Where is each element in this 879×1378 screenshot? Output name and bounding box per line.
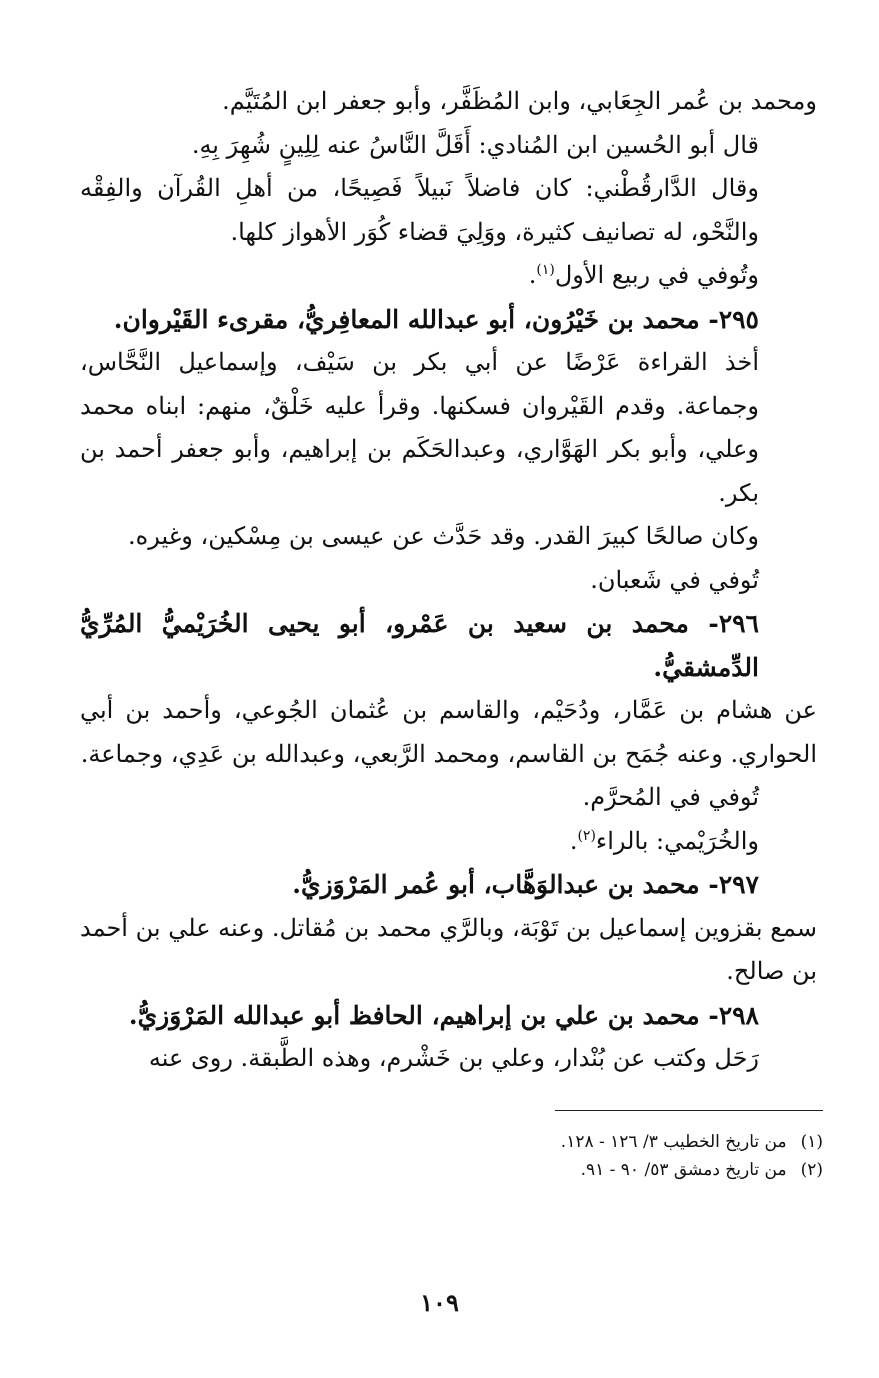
entry-heading-298: [80, 994, 817, 1038]
entry-heading-296: [80, 602, 817, 689]
paragraph-ibn-munadi-quote: قال أبو الحُسين ابن المُنادي: أَقَلَّ النَّاسُ عنه لِلِينٍ شُهِرَ بِهِ.: [191, 130, 759, 159]
footnotes: [300, 1128, 823, 1184]
main-text: [80, 80, 817, 1081]
footnote-text-2: من تاريخ دمشق ٥٣/ ٩٠ - ٩١.: [580, 1160, 787, 1180]
paragraph-295-character: وكان صالحًا كبيرَ القدر. وقد حَدَّث عن عيسى بن مِسْكين، وغيره.: [128, 522, 759, 550]
entry-number-295: ٢٩٥-: [708, 304, 759, 334]
entry-number-297: ٢٩٧-: [708, 870, 759, 899]
nisba-end: .: [569, 826, 578, 855]
footnote-ref-2[interactable]: (٢): [577, 827, 596, 844]
paragraph-296-body: عن هشام بن عَمَّار، ودُحَيْم، والقاسم بن عُثمان الجُوعي، وأحمد بن أبي الحواري. وعنه جُمَح بن القاسم، ومحمد الرَّبعي، وعبدالله بن عَدِي، وجماعة.: [80, 696, 817, 768]
paragraph-296-nisba: [80, 820, 817, 864]
footnote-separator: [555, 1110, 823, 1111]
nisba-text: والخُرَيْمي: بالراء: [595, 826, 759, 855]
paragraph-295-body: أخذ القراءة عَرْضًا عن أبي بكر بن سَيْف، وإسماعيل النَّحَّاس، وجماعة. وقدم القَيْروان فسكنها. وقرأ عليه خَلْقٌ، منهم: ابناه محمد وعلي، وأبو بكر الهَوَّاري، وعبدالحَكَم بن إبراهيم، وأبو جعفر أحمد بن بكر.: [80, 348, 759, 507]
paragraph-297-body: سمع بقزوين إسماعيل بن تَوْبَة، وبالرَّي محمد بن مُقاتل. وعنه علي بن أحمد بن صالح.: [80, 913, 817, 985]
page-number: ١٠٩: [420, 1288, 459, 1317]
footnote-mark-1: (١): [800, 1132, 823, 1152]
paragraph-narrators: ومحمد بن عُمر الجِعَابي، وابن المُظَفَّر، وأبو جعفر ابن المُتَيَّم.: [222, 87, 817, 115]
entry-number-298: ٢٩٨-: [708, 1000, 759, 1030]
paragraph-death-rabi: [80, 254, 817, 298]
entry-heading-297: [80, 863, 817, 907]
footnote-text-1: من تاريخ الخطيب ٣/ ١٢٦ - ١٢٨.: [560, 1132, 787, 1152]
entry-title-298: محمد بن علي بن إبراهيم، الحافظ أبو عبدالله المَرْوَزيُّ.: [128, 1000, 700, 1030]
entry-heading-295: [80, 298, 817, 342]
death-rabi-end: .: [528, 261, 537, 289]
entry-title-295: محمد بن خَيْرُون، أبو عبدالله المعافِريُّ، مقرىء القَيْروان.: [113, 304, 700, 334]
paragraph-296-death: تُوفي في المُحرَّم.: [582, 783, 759, 811]
entry-number-296: ٢٩٦-: [708, 609, 759, 638]
paragraph-295-death: تُوفي في شَعبان.: [590, 565, 759, 594]
footnote-mark-2: (٢): [800, 1160, 823, 1180]
footnote-2: [300, 1156, 823, 1184]
paragraph-298-body: رَحَل وكتب عن بُنْدار، وعلي بن خَشْرم، وهذه الطَّبقة. روى عنه: [148, 1044, 759, 1072]
death-rabi-text: وتُوفي في ربيع الأول: [554, 261, 759, 289]
entry-title-297: محمد بن عبدالوَهَّاب، أبو عُمر المَرْوَزيُّ.: [292, 870, 700, 899]
footnote-ref-1[interactable]: (١): [536, 262, 555, 278]
entry-title-296: محمد بن سعيد بن عَمْرو، أبو يحيى الخُرَيْميُّ المُرِّيُّ الدِّمشقيُّ.: [80, 609, 759, 682]
footnote-1: [300, 1128, 823, 1156]
paragraph-daraqutni-quote: وقال الدَّارقُطْني: كان فاضلاً نَبيلاً فَصِيحًا، من أهلِ القُرآن والفِقْه والنَّحْو، له تصانيف كثيرة، ووَلِيَ قضاء كُوَر الأهواز كلها.: [80, 174, 759, 246]
